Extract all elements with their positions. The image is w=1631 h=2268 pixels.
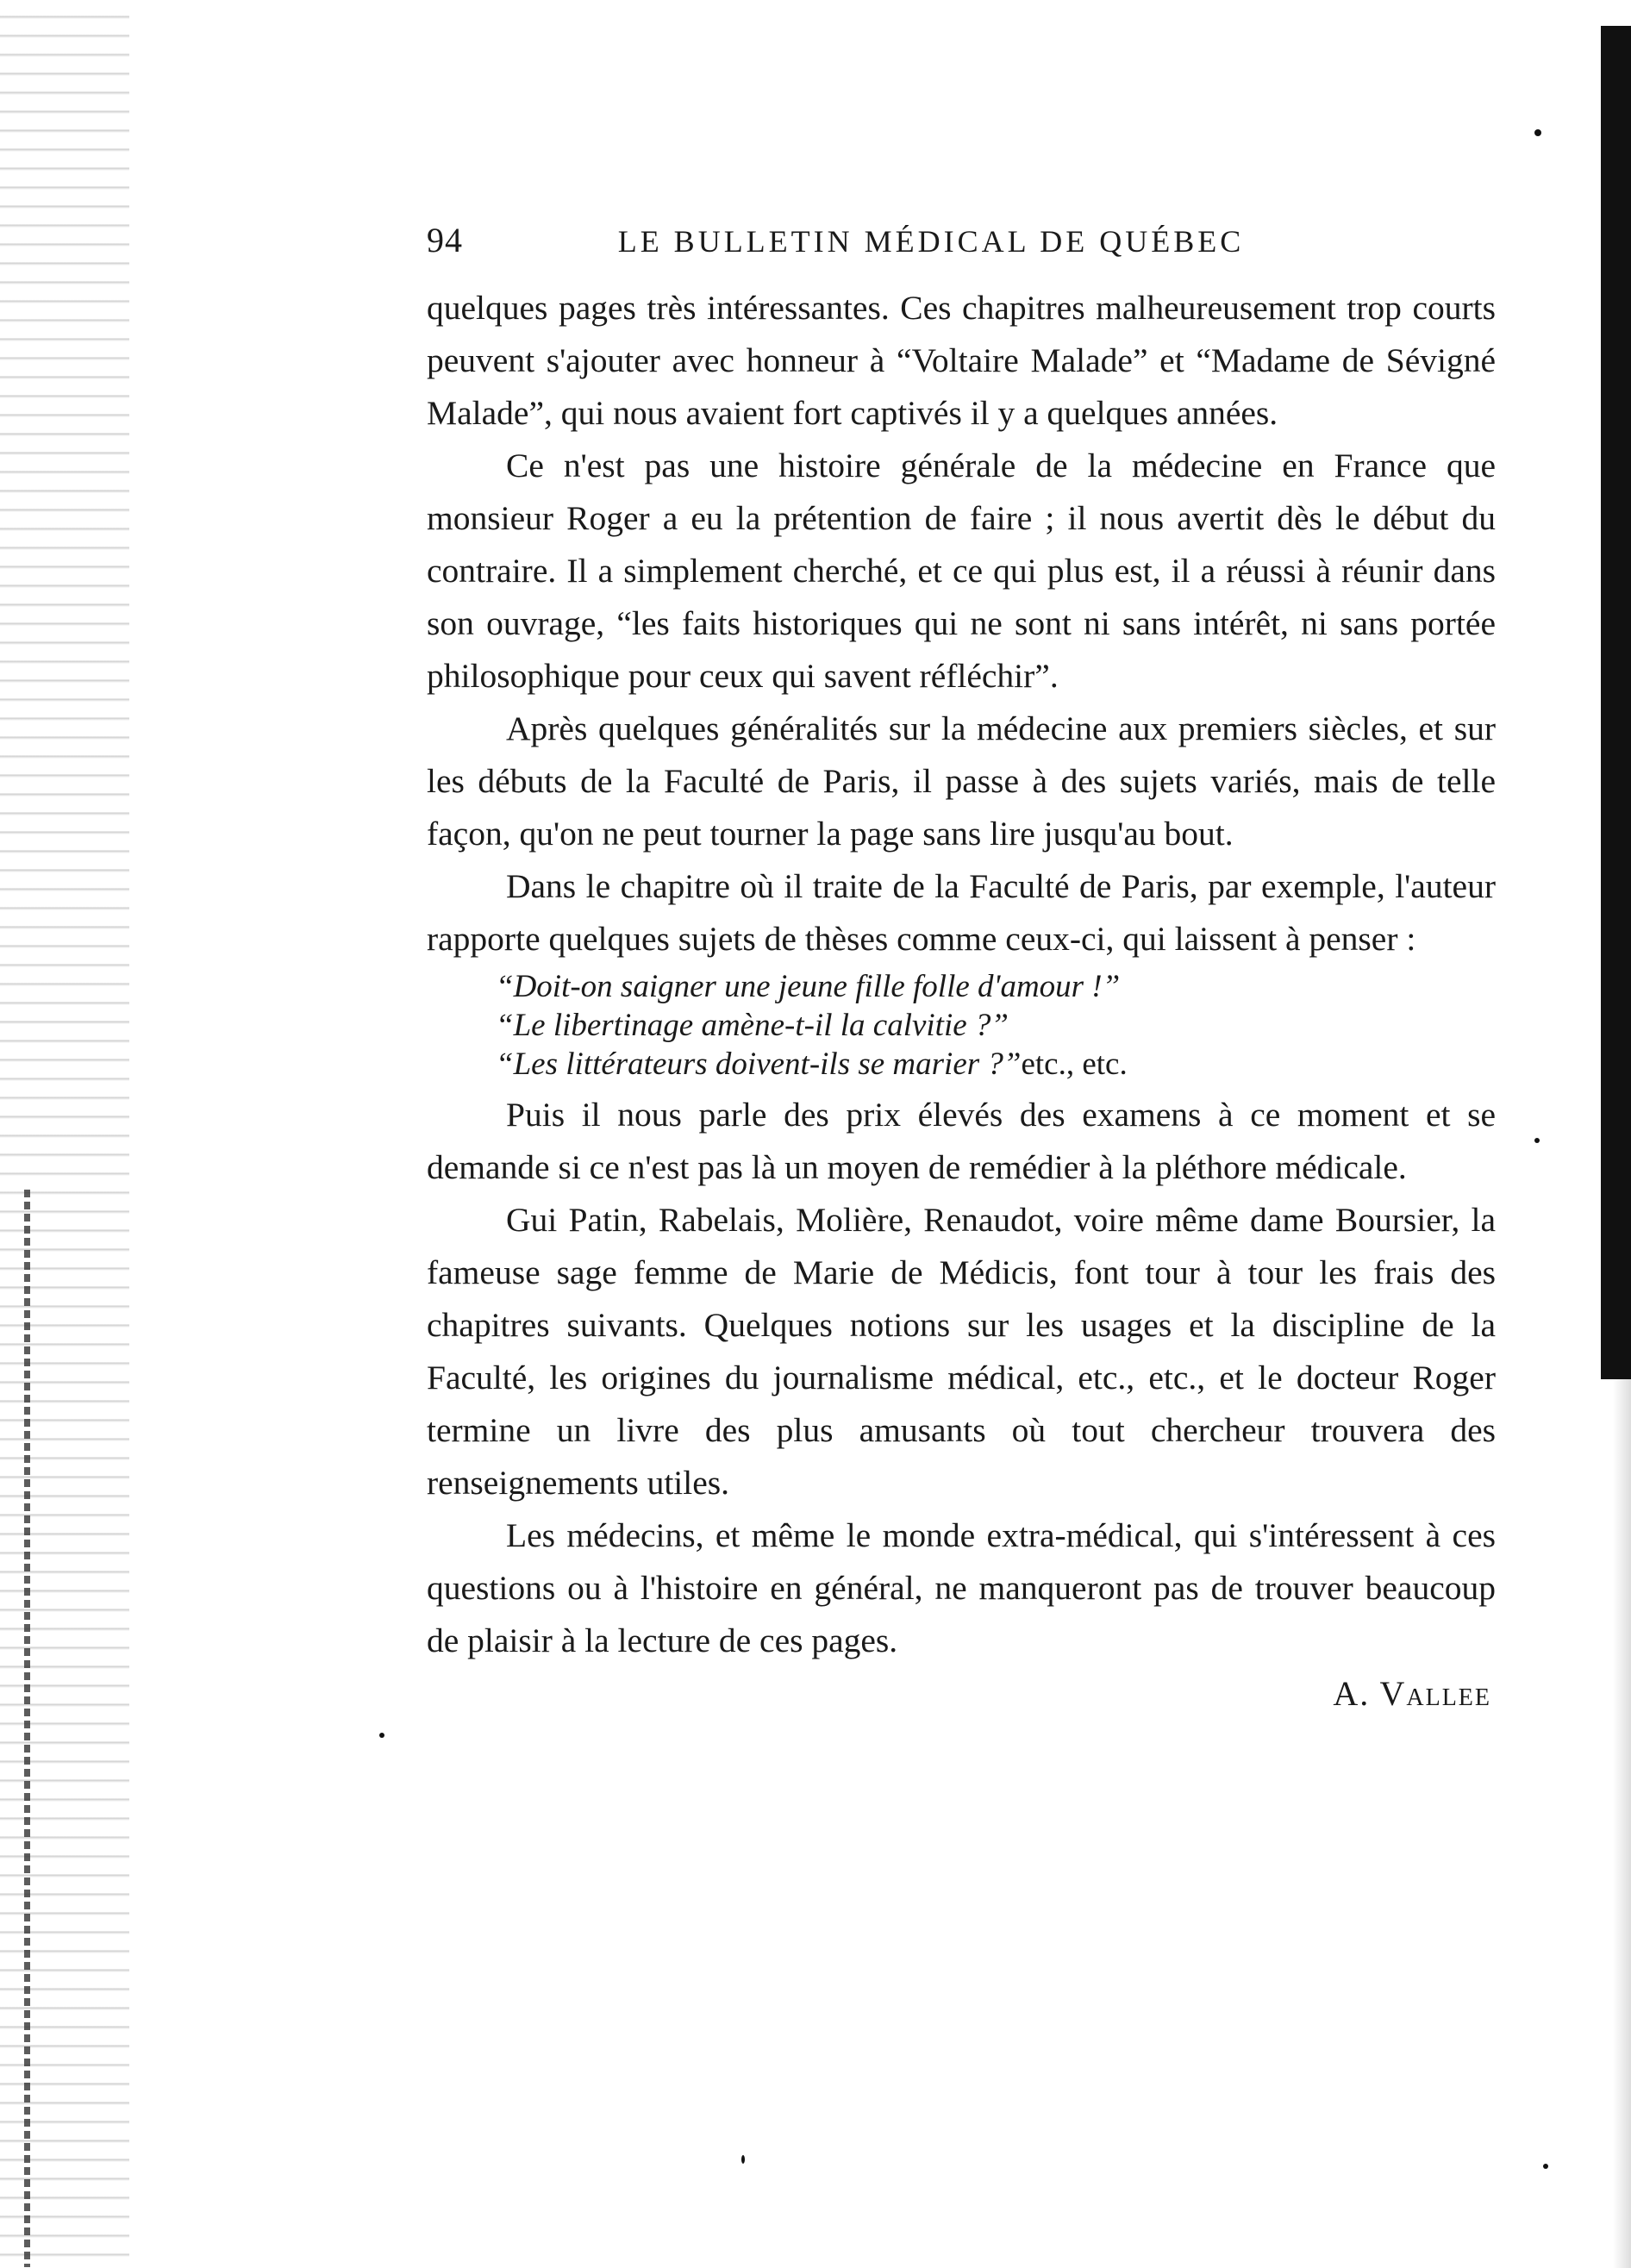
scan-left-edge-noise: [0, 0, 129, 2268]
author-signature: A. Vallee: [1333, 1674, 1491, 1713]
thesis-quotes: [427, 967, 1496, 1084]
quote-line: “Doit-on saigner une jeune fille folle d'amour !”: [496, 969, 1121, 1004]
scan-speck: [1543, 2164, 1548, 2169]
scan-speck: [379, 1733, 384, 1738]
paragraph: Dans le chapitre où il traite de la Faculté de Paris, par exemple, l'auteur rapporte quelques sujets de thèses comme ceux-ci, qui laissent à penser :: [427, 867, 1496, 958]
quote-tail: etc., etc.: [1021, 1047, 1128, 1082]
scan-speck: [1534, 129, 1541, 136]
paragraph: Puis il nous parle des prix élevés des examens à ce moment et se demande si ce n'est pas là un moyen de remédier à la pléthore médicale.: [427, 1096, 1496, 1186]
paragraph: Gui Patin, Rabelais, Molière, Renaudot, voire même dame Boursier, la fameuse sage femme de Marie de Médicis, font tour à tour les frais des chapitres suivants. Quelques notions sur les usages et la discipline de la Faculté, les origines du journalisme médical, etc., etc., et le docteur Roger termine un livre des plus amusants où tout chercheur trouvera des renseignements utiles.: [427, 1201, 1496, 1502]
scan-right-edge-bar: [1601, 26, 1631, 1379]
scan-speck: [741, 2155, 745, 2164]
quote-text: “Les littérateurs doivent-ils se marier ?”: [496, 1047, 1022, 1082]
paragraph: Après quelques généralités sur la médecine aux premiers siècles, et sur les débuts de la Faculté de Paris, il passe à des sujets variés, mais de telle façon, qu'on ne peut tourner la page sans lire jusqu'au bout.: [427, 709, 1496, 853]
paragraph: Ce n'est pas une histoire générale de la médecine en France que monsieur Roger a eu la prétention de faire ; il nous avertit dès le début du contraire. Il a simplement cherché, et ce qui plus est, il a réussi à réunir dans son ouvrage, “les faits historiques qui ne sont ni sans intérêt, ni sans portée philosophique pour ceux qui savent réfléchir”.: [427, 447, 1496, 695]
scan-right-edge-gap: [1601, 1379, 1631, 2268]
scan-speck: [1534, 1138, 1540, 1143]
article-body: [427, 282, 1496, 1720]
running-title: LE BULLETIN MÉDICAL DE QUÉBEC: [617, 224, 1245, 259]
quote-line: “Le libertinage amène-t-il la calvitie ?”: [496, 1008, 1009, 1043]
page-number: 94: [427, 221, 463, 259]
paragraph: quelques pages très intéressantes. Ces chapitres malheureusement trop courts peuvent s'ajouter avec honneur à “Voltaire Malade” et “Madame de Sévigné Malade”, qui nous avaient fort captivés il y a quelques années.: [427, 289, 1496, 432]
scan-left-binding-line: [24, 1190, 30, 2267]
document-page: [427, 220, 1496, 1720]
paragraph: Les médecins, et même le monde extra-médical, qui s'intéressent à ces questions ou à l'histoire en général, ne manqueront pas de trouver beaucoup de plaisir à la lecture de ces pages.: [427, 1516, 1496, 1659]
page-header: [427, 220, 1496, 272]
quote-line: [496, 1045, 1496, 1084]
